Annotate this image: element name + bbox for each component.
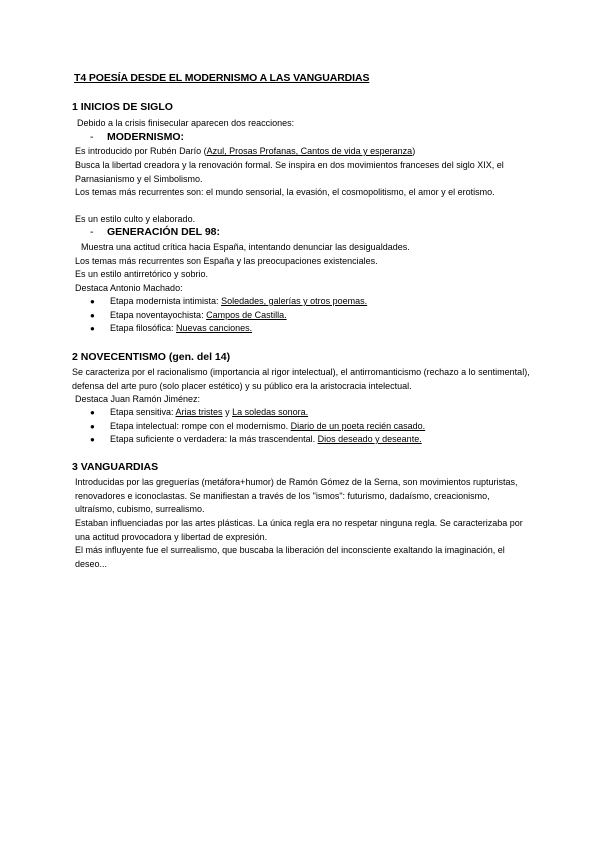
modernismo-paragraph-3: Los temas más recurrentes son: el mundo sensorial, la evasión, el cosmopolitismo, el amor y el erotismo. (75, 187, 495, 197)
bullet-icon: ● (90, 435, 95, 444)
document-title: T4 POESÍA DESDE EL MODERNISMO A LAS VANGUARDIAS (74, 72, 370, 84)
list-item (90, 323, 252, 333)
g98-paragraph-1: Muestra una actitud crítica hacia España, intentando denunciar las desigualdades. (81, 242, 410, 252)
text: ) (412, 146, 416, 156)
section-1-intro: Debido a la crisis finisecular aparecen dos reacciones: (77, 118, 295, 128)
item-work: Diario de un poeta recién casado. (290, 421, 426, 431)
item-work: Campos de Castilla. (206, 310, 287, 320)
modernismo-subheading (90, 131, 184, 143)
dash-marker: - (90, 226, 94, 238)
list-item (90, 310, 287, 320)
g98-paragraph-4: Destaca Antonio Machado: (75, 283, 183, 293)
list-item (90, 434, 422, 444)
modernismo-paragraph-4: Es un estilo culto y elaborado. (75, 214, 196, 224)
item-text: Etapa suficiente o verdadera: la más trascendental. (110, 434, 318, 444)
works-link: Azul, Prosas Profanas, Cantos de vida y esperanza (206, 146, 413, 156)
item-text: y (222, 407, 233, 417)
bullet-icon: ● (90, 324, 95, 333)
item-work: Dios deseado y deseante. (317, 434, 422, 444)
item-text: Etapa modernista intimista: (110, 296, 222, 306)
section-3-heading: 3 VANGUARDIAS (72, 461, 159, 473)
item-text: Etapa filosófica: (110, 323, 177, 333)
item-text: Etapa noventayochista: (110, 310, 207, 320)
item-text: Etapa sensitiva: (110, 407, 176, 417)
modernismo-paragraph-1 (75, 145, 535, 159)
g98-label: GENERACIÓN DEL 98: (107, 226, 220, 238)
modernismo-label: MODERNISMO: (107, 131, 184, 143)
bullet-icon: ● (90, 408, 95, 417)
list-item (90, 407, 308, 417)
text: Es introducido por Rubén Darío ( (75, 146, 207, 156)
section-1-heading: 1 INICIOS DE SIGLO (72, 101, 173, 113)
section-3-paragraph-2: Estaban influenciadas por las artes plásticas. La única regla era no respetar ninguna regla. Se caracterizaba por una actitud provocadora y libertad de expresión. (75, 518, 523, 542)
bullet-icon: ● (90, 311, 95, 320)
modernismo-paragraph-2: Busca la libertad creadora y la renovación formal. Se inspira en dos movimientos franceses del siglo XIX, el Parnasianismo y el Simbolismo. (75, 160, 504, 184)
section-2-paragraph-1: Se caracteriza por el racionalismo (importancia al rigor intelectual), el antirromanticismo (rechazo a lo sentimental), defensa del arte puro (solo placer estético) y su público era la aristocracia intelectual. (72, 367, 530, 391)
bullet-icon: ● (90, 297, 95, 306)
item-work: Nuevas canciones. (176, 323, 253, 333)
section-2-paragraph-2: Destaca Juan Ramón Jiménez: (75, 394, 201, 404)
bullet-icon: ● (90, 422, 95, 431)
item-text: Etapa intelectual: rompe con el modernismo. (110, 421, 291, 431)
g98-subheading (90, 226, 220, 238)
section-2-heading: 2 NOVECENTISMO (gen. del 14) (72, 351, 231, 363)
list-item (90, 296, 367, 306)
dash-marker: - (90, 131, 94, 143)
section-3-paragraph-3: El más influyente fue el surrealismo, que buscaba la liberación del inconsciente exaltando la imaginación, el deseo... (75, 545, 505, 569)
list-item (90, 421, 425, 431)
g98-paragraph-2: Los temas más recurrentes son España y las preocupaciones existenciales. (75, 256, 378, 266)
item-work: Arias tristes (175, 407, 223, 417)
item-work: La soledas sonora. (232, 407, 309, 417)
item-work: Soledades, galerías y otros poemas. (221, 296, 368, 306)
section-3-paragraph-1: Introducidas por las greguerías (metáfora+humor) de Ramón Gómez de la Serna, son movimientos rupturistas, renovadores e iconoclastas. Se manifiestan a través de los "ismos": futurismo, dadaísmo, creacionismo, ultraísmo, cubismo, surrealismo. (75, 477, 518, 514)
g98-paragraph-3: Es un estilo antirretórico y sobrio. (75, 269, 209, 279)
